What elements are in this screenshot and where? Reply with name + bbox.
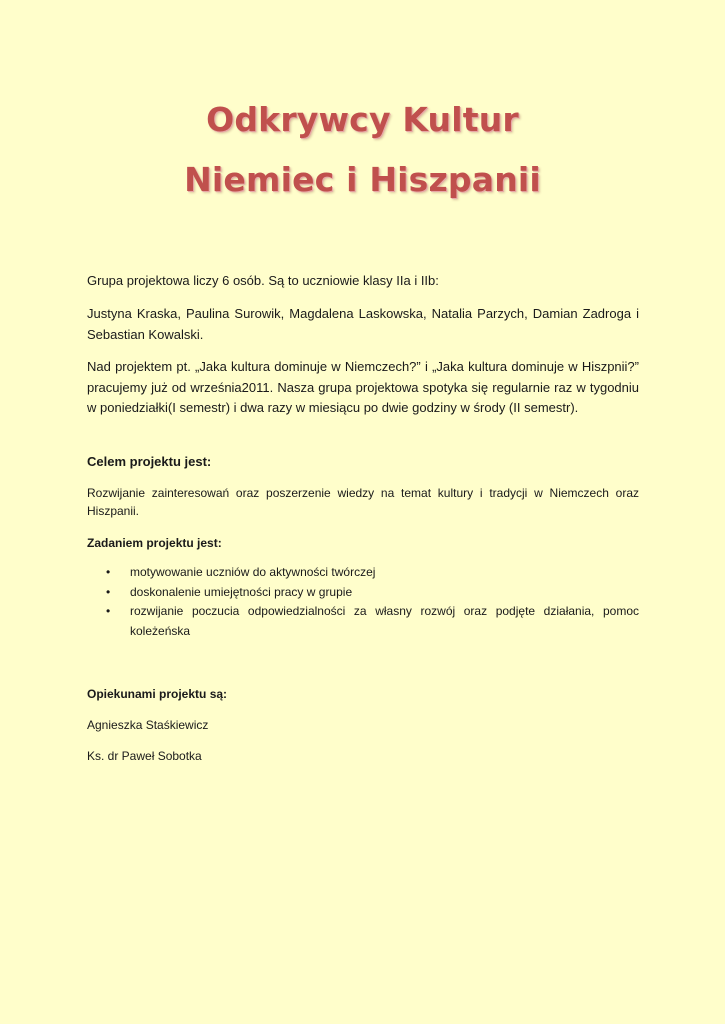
task-text: rozwijanie poczucia odpowiedzialności za własny rozwój oraz podjęte działania, pomoc koleżeńska — [130, 604, 639, 638]
bullet-icon: • — [106, 584, 111, 599]
supervisor-name: Ks. dr Paweł Sobotka — [87, 749, 202, 763]
tasks-heading: Zadaniem projektu jest: — [87, 536, 222, 550]
bullet-icon: • — [106, 604, 111, 618]
list-item — [87, 602, 639, 641]
task-text: doskonalenie umiejętności pracy w grupie — [130, 584, 353, 599]
bullet-icon: • — [106, 565, 111, 579]
goal-text: Rozwijanie zainteresowań oraz poszerzenie wiedzy na temat kultury i tradycji w Niemczech oraz Hiszpanii. — [87, 486, 639, 518]
title-line-2: Niemiec i Hiszpanii — [184, 160, 541, 199]
members-paragraph: Justyna Kraska, Paulina Surowik, Magdalena Laskowska, Natalia Parzych, Damian Zadroga i Sebastian Kowalski. — [87, 306, 639, 342]
list-item — [87, 563, 639, 583]
tasks-list — [87, 563, 639, 641]
project-description-paragraph: Nad projektem pt. „Jaka kultura dominuje w Niemczech?” i „Jaka kultura dominuje w Hiszpnii?” pracujemy już od września2011. Nasza grupa projektowa spotyka się regularnie raz w tygodniu w poniedziałki(I semestr) i dwa razy w miesiącu po dwie godziny w środy (II semestr). — [87, 359, 639, 415]
list-item — [87, 583, 639, 603]
intro-paragraph: Grupa projektowa liczy 6 osób. Są to uczniowie klasy IIa i IIb: — [87, 273, 439, 288]
supervisor-name: Agnieszka Staśkiewicz — [87, 718, 209, 732]
goal-heading: Celem projektu jest: — [87, 454, 212, 469]
title-line-1: Odkrywcy Kultur — [206, 100, 519, 139]
supervisors-heading: Opiekunami projektu są: — [87, 687, 228, 701]
task-text: motywowanie uczniów do aktywności twórczej — [130, 565, 376, 579]
